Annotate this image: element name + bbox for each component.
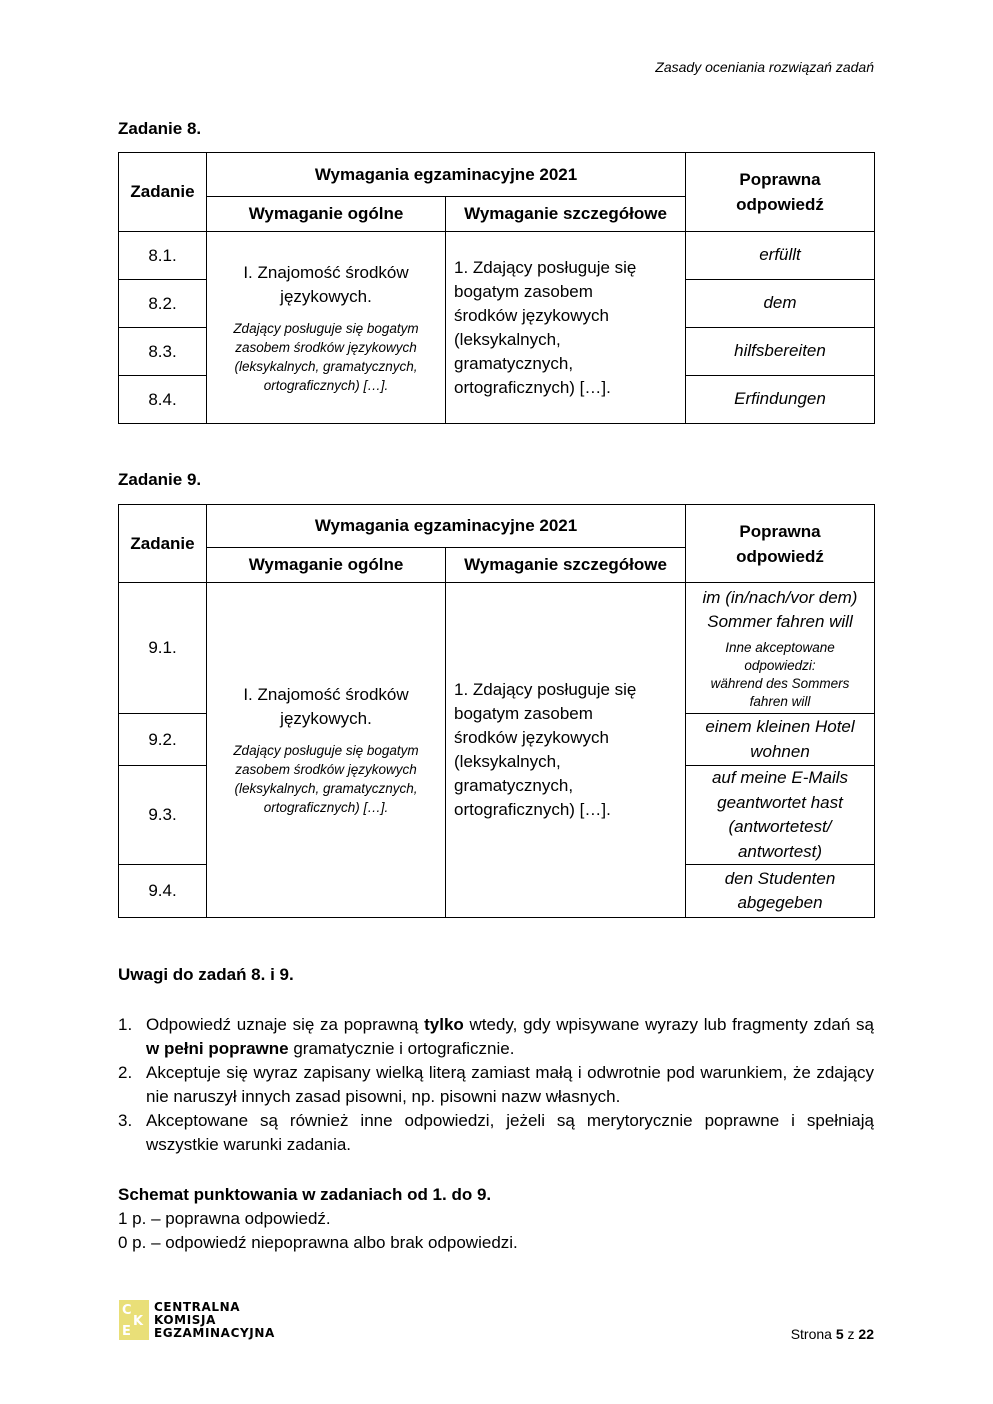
alternative-answers: Inne akceptowane odpowiedzi: während des Sommers fahren will [710,639,850,709]
col-requirements-header: Wymagania egzaminacyjne 2021 [207,505,686,548]
correct-answer: einem kleinen Hotel wohnen [686,714,875,766]
note-item: 1. Odpowiedź uznaje się za poprawną tylko wtedy, gdy wpisywane wyrazy lub fragmenty zdań są w pełni poprawne gramatycznie i ortograficznie. [118,1015,874,1058]
detailed-requirement: 1. Zdający posługuje się bogatym zasobem środków językowych (leksykalnych, gramatycznych, ortograficznych) […]. [446,583,686,918]
col-answer-header: Poprawna odpowiedź [686,505,875,583]
detailed-requirement: 1. Zdający posługuje się bogatym zasobem środków językowych (leksykalnych, gramatycznych, ortograficznych) […]. [446,232,686,424]
task-9-table [118,504,875,918]
task-number: 9.3. [119,766,207,865]
task-8-heading: Zadanie 8. [118,119,202,138]
general-requirement: I. Znajomość środków językowych. Zdający posługuje się bogatym zasobem środków językowych (leksykalnych, gramatycznych, ortograficznych) […]. [207,583,446,918]
task-number: 9.1. [119,583,207,714]
task-8-table [118,152,875,424]
cke-logo [119,1300,275,1340]
task-number: 9.2. [119,714,207,766]
col-general-header: Wymaganie ogólne [207,197,446,232]
correct-answer: erfüllt [686,232,875,280]
col-task-header: Zadanie [119,153,207,232]
scoring-scheme-heading: Schemat punktowania w zadaniach od 1. do 9. [118,1185,492,1204]
correct-answer: den Studenten abgegeben [686,865,875,918]
note-item: 3. Akceptowane są również inne odpowiedzi, jeżeli są merytorycznie poprawne i spełniają wszystkie warunki zadania. [118,1111,874,1154]
task-number: 8.1. [119,232,207,280]
task-number: 8.3. [119,328,207,376]
general-requirement: I. Znajomość środków językowych. Zdający posługuje się bogatym zasobem środków językowych (leksykalnych, gramatycznych, ortograficznych) […]. [207,232,446,424]
correct-answer: dem [686,280,875,328]
scoring-line-1: 1 p. – poprawna odpowiedź. [118,1209,331,1228]
col-requirements-header: Wymagania egzaminacyjne 2021 [207,153,686,197]
notes-list [118,1013,874,1157]
col-answer-header: Poprawna odpowiedź [686,153,875,232]
note-item: 2. Akceptuje się wyraz zapisany wielką literą zamiast małą i odwrotnie pod warunkiem, że zdający nie naruszył innych zasad pisowni, np. pisowni nazw własnych. [118,1063,874,1106]
correct-answer: auf meine E-Mails geantwortet hast (antwortetest/ antwortest) [686,766,875,865]
page-number: Strona 5 z 22 [790,1326,874,1342]
col-detailed-header: Wymaganie szczegółowe [446,548,686,583]
correct-answer: Erfindungen [686,376,875,424]
correct-answer: hilfsbereiten [686,328,875,376]
cke-logo-mark: C K E [119,1300,149,1340]
task-number: 9.4. [119,865,207,918]
col-detailed-header: Wymaganie szczegółowe [446,197,686,232]
col-general-header: Wymaganie ogólne [207,548,446,583]
task-number: 8.2. [119,280,207,328]
scoring-line-2: 0 p. – odpowiedź niepoprawna albo brak odpowiedzi. [118,1233,518,1252]
notes-heading: Uwagi do zadań 8. i 9. [118,965,294,984]
page-header-title: Zasady oceniania rozwiązań zadań [655,59,874,75]
col-task-header: Zadanie [119,505,207,583]
correct-answer: im (in/nach/vor dem) Sommer fahren will Inne akceptowane odpowiedzi: während des Sommers fahren will [686,583,875,714]
task-9-heading: Zadanie 9. [118,470,202,489]
cke-logo-text: CENTRALNA KOMISJA EGZAMINACYJNA [154,1299,275,1340]
task-number: 8.4. [119,376,207,424]
